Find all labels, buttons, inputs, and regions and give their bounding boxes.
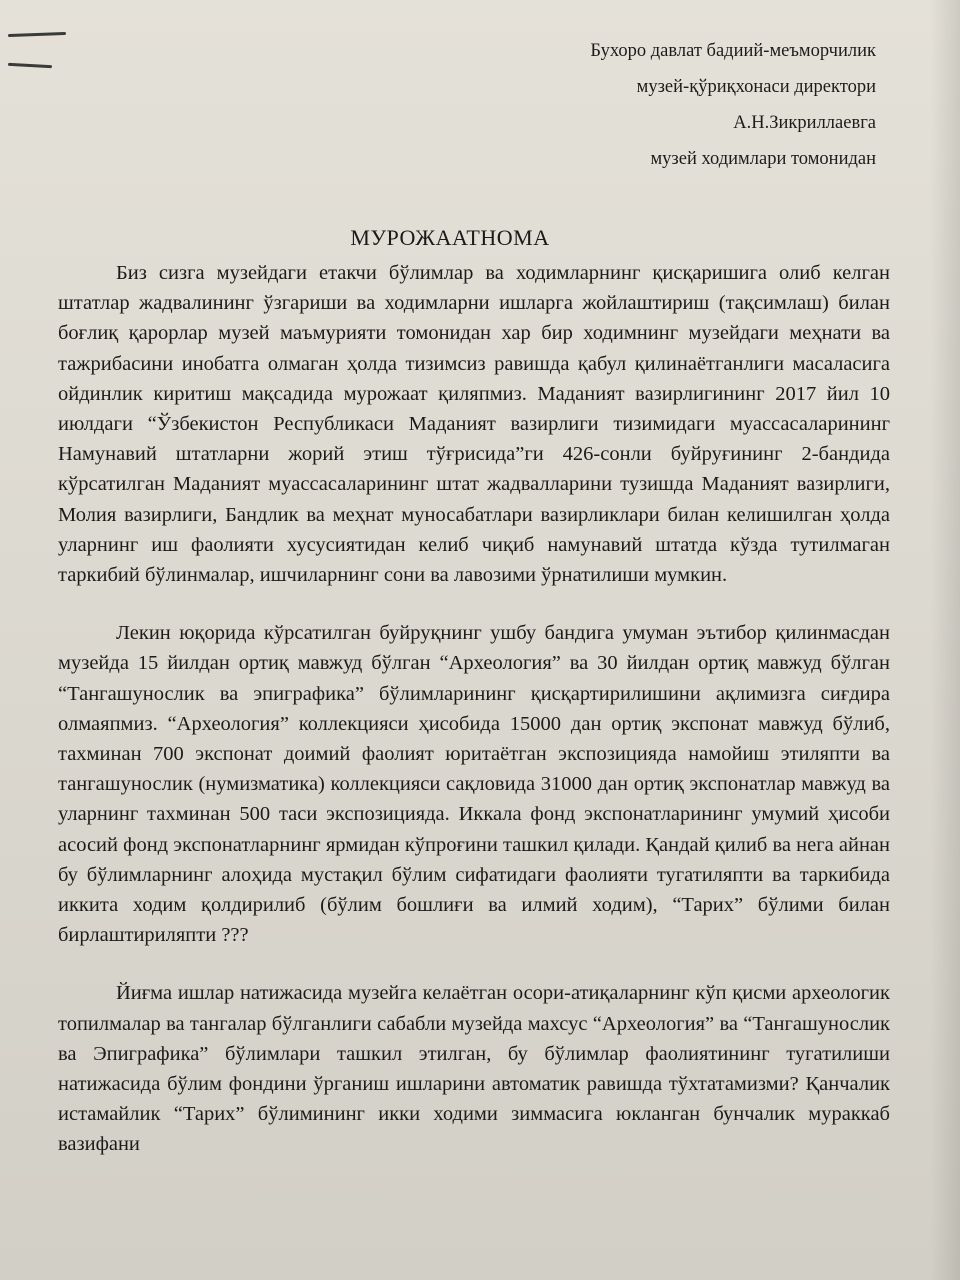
- page-edge-shadow: [930, 0, 960, 1280]
- addressee-line: А.Н.Зикриллаевга: [733, 113, 876, 133]
- document-body: [58, 258, 890, 1160]
- pen-mark: [8, 63, 52, 68]
- addressee-line: музей-қўриқхонаси директори: [636, 77, 876, 97]
- addressee-line: музей ходимлари томонидан: [650, 149, 876, 169]
- pen-mark: [8, 32, 66, 37]
- body-paragraph: Йиғма ишлар натижасида музейга келаётган осори-атиқаларнинг кўп қисми археологик топилмалар ва тангалар бўлганлиги сабабли музейда махсус “Археология” ва “Тангашунослик ва Эпиграфика” бўлимлари ташкил этилган, бу бўлимлар фаолиятининг тугатилиши натижасида бўлим фондини ўрганиш ишларини автоматик равишда тўхтатамизми? Қанчалик истамайлик “Тарих” бўлимининг икки ходими зиммасига юкланган бунчалик мураккаб вазифани: [58, 982, 890, 1156]
- addressee-block: [590, 42, 876, 186]
- document-title: МУРОЖААТНОМА: [350, 225, 550, 250]
- body-paragraph: Лекин юқорида кўрсатилган буйруқнинг ушбу бандига умуман эътибор қилинмасдан музейда 15 йилдан ортиқ мавжуд бўлган “Археология” ва 30 йилдан ортиқ мавжуд бўлган “Тангашунослик ва эпиграфика” бўлимларининг қисқартирилишини ақлимизга сиғдира олмаяпмиз. “Археология” коллекцияси ҳисобида 15000 дан ортиқ экспонат мавжуд бўлиб, тахминан 700 экспонат доимий фаолият юритаётган экспозицияда намойиш этиляпти ва тангашунослик (нумизматика) коллекцияси сақловида 31000 дан ортиқ экспонатлар мавжуд ва уларнинг тахминан 500 таси экспозицияда. Иккала фонд экспонатларининг умумий ҳисоби асосий фонд экспонатларнинг ярмидан кўпроғини ташкил қилади. Қандай қилиб ва нега айнан бу бўлимларнинг алоҳида мустақил бўлим сифатидаги фаолияти тугатиляпти ва таркибида иккита ходим қолдирилиб (бўлим бошлиғи ва илмий ходим), “Тарих” бўлими билан бирлаштириляпти ???: [58, 622, 890, 947]
- body-paragraph: Биз сизга музейдаги етакчи бўлимлар ва ходимларнинг қисқаришига олиб келган штатлар жадвалининг ўзгариши ва ходимларни ишларга жойлаштириш (тақсимлаш) билан боғлиқ қарорлар музей маъмурияти томонидан хар бир ходимнинг музейдаги меҳнати ва тажрибасини инобатга олмаган ҳолда тизимсиз равишда қабул қилинаётганлиги масаласига ойдинлик киритиш мақсадида мурожаат қиляпмиз. Маданият вазирлигининг 2017 йил 10 июлдаги “Ўзбекистон Республикаси Маданият вазирлиги тизимидаги муассасаларининг Намунавий штатларни жорий этиш тўғрисида”ги 426-сонли буйруғининг 2-бандида кўрсатилган Маданият муассасаларининг штат жадвалларини тузишда Маданият вазирлиги, Молия вазирлиги, Бандлик ва меҳнат муносабатлари вазирликлари билан келишилган ҳолда уларнинг иш фаолияти хусусиятидан келиб чиқиб намунавий штатда кўзда тутилмаган таркибий бўлинмалар, ишчиларнинг сони ва лавозими ўрнатилиши мумкин.: [58, 262, 890, 587]
- addressee-line: Бухоро давлат бадиий-меъморчилик: [590, 41, 876, 61]
